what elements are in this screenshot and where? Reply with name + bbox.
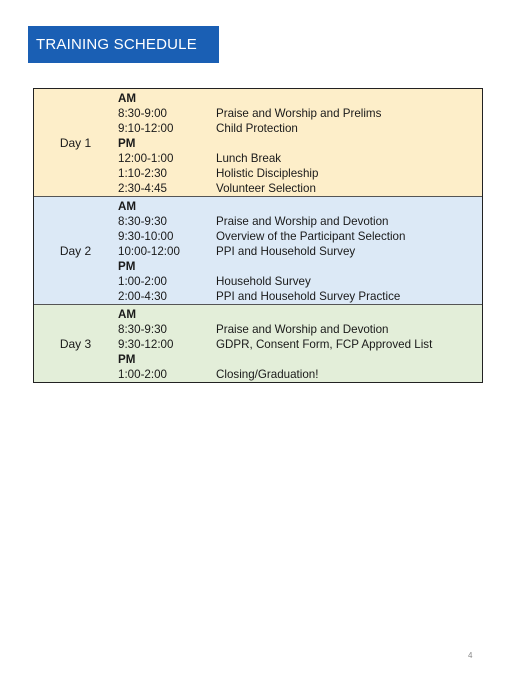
time-cell: 12:00-1:00 bbox=[118, 152, 174, 165]
activity-cell bbox=[216, 136, 482, 151]
period-label: PM bbox=[118, 260, 136, 273]
activity-cell bbox=[216, 199, 482, 214]
schedule-row bbox=[118, 337, 482, 352]
activity-cell: Closing/Graduation! bbox=[216, 368, 319, 381]
time-cell: 1:00-2:00 bbox=[118, 368, 167, 381]
period-row bbox=[118, 199, 482, 214]
time-cell: 8:30-9:30 bbox=[118, 323, 167, 336]
schedule-row bbox=[118, 121, 482, 136]
time-cell: 9:30-12:00 bbox=[118, 338, 174, 351]
activity-cell: Household Survey bbox=[216, 275, 311, 288]
day-label: Day 3 bbox=[59, 336, 92, 351]
time-cell: 1:10-2:30 bbox=[118, 167, 167, 180]
page-number: 4 bbox=[468, 651, 473, 660]
time-cell: 2:00-4:30 bbox=[118, 290, 167, 303]
period-row bbox=[118, 136, 482, 151]
period-label: PM bbox=[118, 137, 136, 150]
activity-cell bbox=[216, 91, 482, 106]
time-cell: 8:30-9:00 bbox=[118, 107, 167, 120]
period-label: PM bbox=[118, 353, 136, 366]
activity-cell: Holistic Discipleship bbox=[216, 167, 319, 180]
day-block-1 bbox=[34, 89, 482, 196]
activity-cell: PPI and Household Survey bbox=[216, 245, 356, 258]
day-label: Day 1 bbox=[59, 135, 92, 150]
time-cell: 9:30-10:00 bbox=[118, 230, 174, 243]
schedule-row bbox=[118, 289, 482, 304]
schedule-row bbox=[118, 244, 482, 259]
activity-cell: Praise and Worship and Devotion bbox=[216, 323, 389, 336]
schedule-row bbox=[118, 166, 482, 181]
activity-cell: GDPR, Consent Form, FCP Approved List bbox=[216, 338, 433, 351]
schedule-row bbox=[118, 181, 482, 196]
activity-cell: Volunteer Selection bbox=[216, 182, 316, 195]
activity-cell: Child Protection bbox=[216, 122, 298, 135]
schedule-row bbox=[118, 274, 482, 289]
period-label: AM bbox=[118, 308, 137, 321]
activity-cell: Praise and Worship and Devotion bbox=[216, 215, 389, 228]
time-cell: 9:10-12:00 bbox=[118, 122, 174, 135]
schedule-row bbox=[118, 151, 482, 166]
schedule-row bbox=[118, 367, 482, 382]
period-row bbox=[118, 352, 482, 367]
activity-cell: Praise and Worship and Prelims bbox=[216, 107, 382, 120]
period-row bbox=[118, 91, 482, 106]
day-block-3 bbox=[34, 304, 482, 382]
schedule-row bbox=[118, 106, 482, 121]
activity-cell bbox=[216, 352, 482, 367]
time-cell: 1:00-2:00 bbox=[118, 275, 167, 288]
time-cell: 10:00-12:00 bbox=[118, 245, 180, 258]
day-block-2 bbox=[34, 196, 482, 304]
page-title: TRAINING SCHEDULE bbox=[28, 26, 219, 63]
time-cell: 8:30-9:30 bbox=[118, 215, 167, 228]
schedule-row bbox=[118, 214, 482, 229]
activity-cell: Overview of the Participant Selection bbox=[216, 230, 406, 243]
activity-cell: PPI and Household Survey Practice bbox=[216, 290, 401, 303]
period-row bbox=[118, 307, 482, 322]
period-label: AM bbox=[118, 92, 137, 105]
schedule-row bbox=[118, 229, 482, 244]
time-cell: 2:30-4:45 bbox=[118, 182, 167, 195]
schedule-row bbox=[118, 322, 482, 337]
period-label: AM bbox=[118, 200, 137, 213]
day-label: Day 2 bbox=[59, 243, 92, 258]
activity-cell bbox=[216, 307, 482, 322]
period-row bbox=[118, 259, 482, 274]
schedule-table bbox=[33, 88, 483, 383]
activity-cell bbox=[216, 259, 482, 274]
activity-cell: Lunch Break bbox=[216, 152, 282, 165]
